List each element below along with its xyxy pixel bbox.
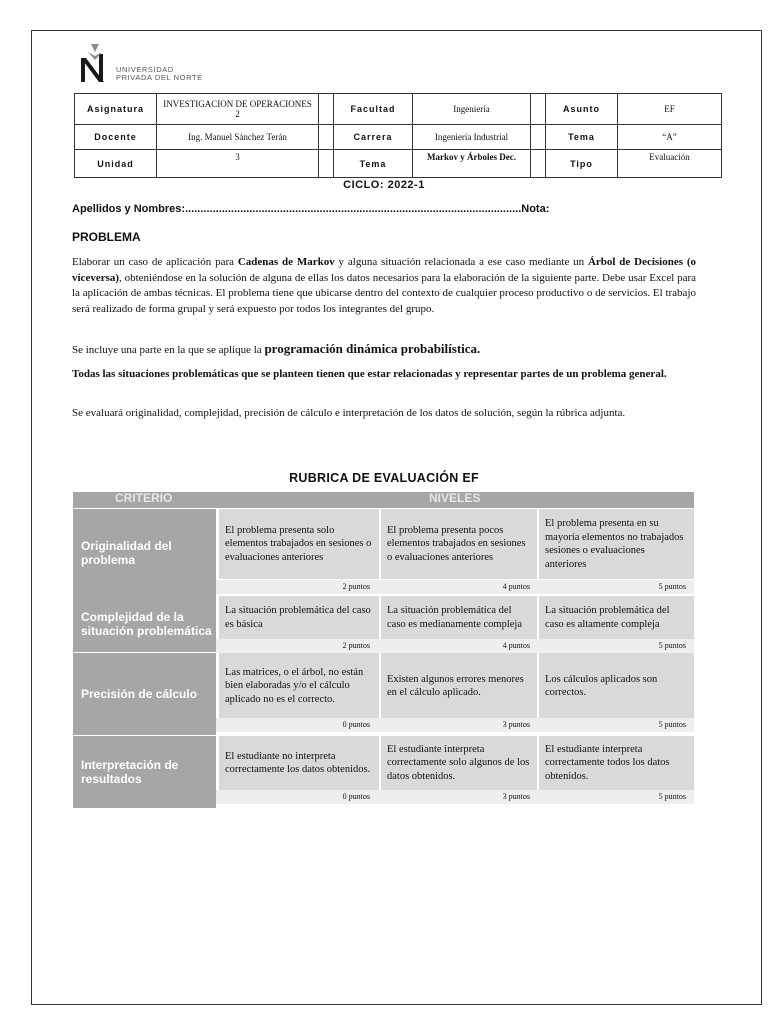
nivel-cell: El problema presenta en su mayoría elementos no trabajados sesiones o evaluaciones anteriores — [539, 509, 694, 579]
spacer-cell — [319, 125, 334, 150]
label-carrera: Carrera — [334, 125, 413, 150]
text-run: y alguna situación relacionada a ese caso mediante un — [334, 256, 588, 268]
value-tema: “A” — [618, 125, 722, 150]
spacer-cell — [531, 150, 546, 178]
value-tema-2: Markov y Árboles Dec. — [413, 150, 531, 178]
value-asignatura: INVESTIGACION DE OPERACIONES 2 — [157, 94, 319, 125]
points-label: 5 puntos — [658, 641, 686, 650]
nivel-cell: El estudiante no interpreta correctamente los datos obtenidos. — [219, 736, 379, 790]
text-run: Se incluye una parte en la que se aplique la — [72, 344, 265, 356]
value-unidad: 3 — [157, 150, 319, 178]
university-logo — [78, 42, 228, 86]
points-label: 5 puntos — [658, 582, 686, 591]
bold-run: Cadenas de Markov — [237, 256, 335, 268]
header-row — [75, 125, 722, 150]
spacer-cell — [319, 94, 334, 125]
value-docente: Ing. Manuel Sánchez Terán — [157, 125, 319, 150]
label-asignatura: Asignatura — [75, 94, 157, 125]
points-row — [216, 718, 694, 732]
points-label: 0 puntos — [342, 720, 370, 729]
nivel-cell: Existen algunos errores menores en el cálculo aplicado. — [381, 653, 537, 719]
nivel-cell: Las matrices, o el árbol, no están bien elaboradas y/o el cálculo aplicado no es el correcto. — [219, 653, 379, 719]
spacer-cell — [531, 94, 546, 125]
nivel-cell: La situación problemática del caso es altamente compleja — [539, 596, 694, 639]
points-label: 3 puntos — [502, 792, 530, 801]
col-criterio: CRITERIO — [115, 491, 173, 505]
points-row — [216, 580, 694, 594]
logo-line-1: UNIVERSIDAD — [116, 65, 174, 74]
points-row — [216, 639, 694, 653]
instructions-paragraph — [72, 255, 696, 317]
logo-line-2: PRIVADA DEL NORTE — [116, 73, 203, 82]
criterio-originalidad: Originalidad del problema — [73, 509, 216, 596]
criterio-interpretacion: Interpretación de resultados — [73, 736, 216, 808]
col-niveles: NIVELES — [429, 491, 481, 505]
points-label: 2 puntos — [342, 641, 370, 650]
criterio-complejidad: Complejidad de la situación problemática — [73, 596, 216, 652]
label-unidad: Unidad — [75, 150, 157, 178]
text-run: Elaborar un caso de aplicación para — [72, 256, 238, 268]
value-tipo: Evaluación — [618, 150, 722, 178]
value-carrera: Ingeniería Industrial — [413, 125, 531, 150]
label-tema: Tema — [546, 125, 618, 150]
spacer-cell — [531, 125, 546, 150]
ciclo-label: CICLO: 2022-1 — [343, 179, 425, 191]
bold-run: programación dinámica probabilística. — [264, 341, 481, 356]
label-docente: Docente — [75, 125, 157, 150]
header-row — [75, 94, 722, 125]
value-facultad: Ingeniería — [413, 94, 531, 125]
points-label: 0 puntos — [342, 792, 370, 801]
value-asunto: EF — [618, 94, 722, 125]
nivel-cell: El estudiante interpreta correctamente todos los datos obtenidos. — [539, 736, 694, 790]
criterio-precision: Precisión de cálculo — [73, 653, 216, 735]
evaluation-paragraph: Se evaluará originalidad, complejidad, precisión de cálculo e interpretación de los datos de solución, según la rúbrica adjunta. — [72, 407, 626, 419]
nivel-cell: El problema presenta solo elementos trabajados en sesiones o evaluaciones anteriores — [219, 509, 379, 579]
problema-heading: PROBLEMA — [72, 230, 141, 244]
points-label: 3 puntos — [502, 720, 530, 729]
course-info-table — [74, 93, 722, 178]
related-problems-paragraph: Todas las situaciones problemáticas que se planteen tienen que estar relacionadas y representar partes de un problema general. — [72, 368, 667, 380]
points-label: 4 puntos — [502, 582, 530, 591]
label-tema-2: Tema — [334, 150, 413, 178]
points-label: 5 puntos — [658, 792, 686, 801]
points-label: 2 puntos — [342, 582, 370, 591]
rubric-title: RUBRICA DE EVALUACIÓN EF — [289, 471, 479, 485]
header-row — [75, 150, 722, 178]
spacer-cell — [319, 150, 334, 178]
nivel-cell: El estudiante interpreta correctamente solo algunos de los datos obtenidos. — [381, 736, 537, 790]
text-run: , obteniéndose en la solución de alguna de ellas los datos necesarios para la elaboración de la siguiente parte. Debe usar Excel para la aplicación de ambas técnicas. El problema tiene que ubicarse dentro del contexto de cualquier proceso productivo o de servicios. El trabajo será realizado de forma grupal y será expuesto por todos los integrantes del grupo. — [72, 271, 696, 315]
dynamic-programming-paragraph — [72, 341, 696, 359]
nivel-cell: La situación problemática del caso es medianamente compleja — [381, 596, 537, 639]
label-tipo: Tipo — [546, 150, 618, 178]
nivel-cell: El problema presenta pocos elementos trabajados en sesiones o evaluaciones anteriores — [381, 509, 537, 579]
points-label: 4 puntos — [502, 641, 530, 650]
nivel-cell: Los cálculos aplicados son correctos. — [539, 653, 694, 719]
label-asunto: Asunto — [546, 94, 618, 125]
nivel-cell: La situación problemática del caso es básica — [219, 596, 379, 639]
rubric-header — [73, 492, 694, 508]
name-grade-line: Apellidos y Nombres:..............................................................................................................Nota: — [72, 203, 550, 215]
upn-logo-icon — [78, 42, 112, 86]
points-row — [216, 790, 694, 804]
points-label: 5 puntos — [658, 720, 686, 729]
label-facultad: Facultad — [334, 94, 413, 125]
bold-run: Árbol de Decisiones (o viceversa) — [72, 256, 696, 284]
logo-text — [116, 66, 203, 82]
